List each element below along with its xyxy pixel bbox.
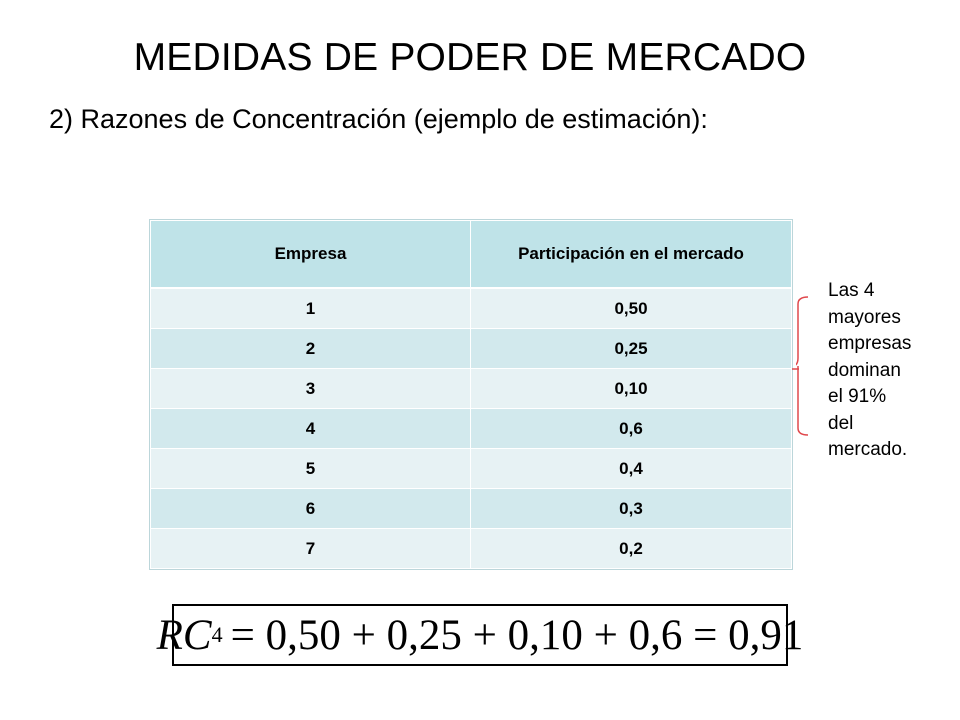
table-header-row [151,221,792,289]
note-line: dominan [828,359,901,381]
market-note [828,278,948,464]
page-title: MEDIDAS DE PODER DE MERCADO [133,36,807,79]
participacion-cell: 0,4 [471,449,792,489]
empresa-cell: 7 [151,529,471,569]
note-line: el 91% [828,386,887,407]
note-line: Las 4 [828,280,875,301]
participacion-cell: 0,3 [471,489,792,529]
concentration-table-container [150,220,791,569]
participacion-cell: 0,10 [471,369,792,409]
table-row [151,409,792,449]
page-subtitle: 2) Razones de Concentración (ejemplo de estimación): [49,104,708,134]
table-row [151,288,792,329]
note-line: empresas [828,333,912,354]
empresa-cell: 2 [151,329,471,369]
table-body [151,288,792,569]
table-row [151,489,792,529]
table-row [151,449,792,489]
participacion-cell: 0,6 [471,409,792,449]
rc4-formula [156,604,804,666]
empresa-cell: 1 [151,288,471,329]
note-line: mayores [828,306,901,328]
table-row [151,329,792,369]
participacion-cell: 0,50 [471,288,792,329]
formula-lhs: RC [156,611,212,659]
note-line: del [828,412,854,434]
table-row [151,529,792,569]
concentration-table [150,220,792,569]
participacion-cell: 0,25 [471,329,792,369]
header-empresa: Empresa [151,221,471,289]
note-line: mercado. [828,439,908,460]
participacion-cell: 0,2 [471,529,792,569]
formula-subscript: 4 [211,622,223,647]
empresa-cell: 4 [151,409,471,449]
empresa-cell: 6 [151,489,471,529]
header-participacion: Participación en el mercado [471,221,792,289]
formula-rhs: = 0,50 + 0,25 + 0,10 + 0,6 = 0,91 [230,611,804,659]
empresa-cell: 3 [151,369,471,409]
empresa-cell: 5 [151,449,471,489]
bracket-tick-icon [790,360,810,380]
table-row [151,369,792,409]
